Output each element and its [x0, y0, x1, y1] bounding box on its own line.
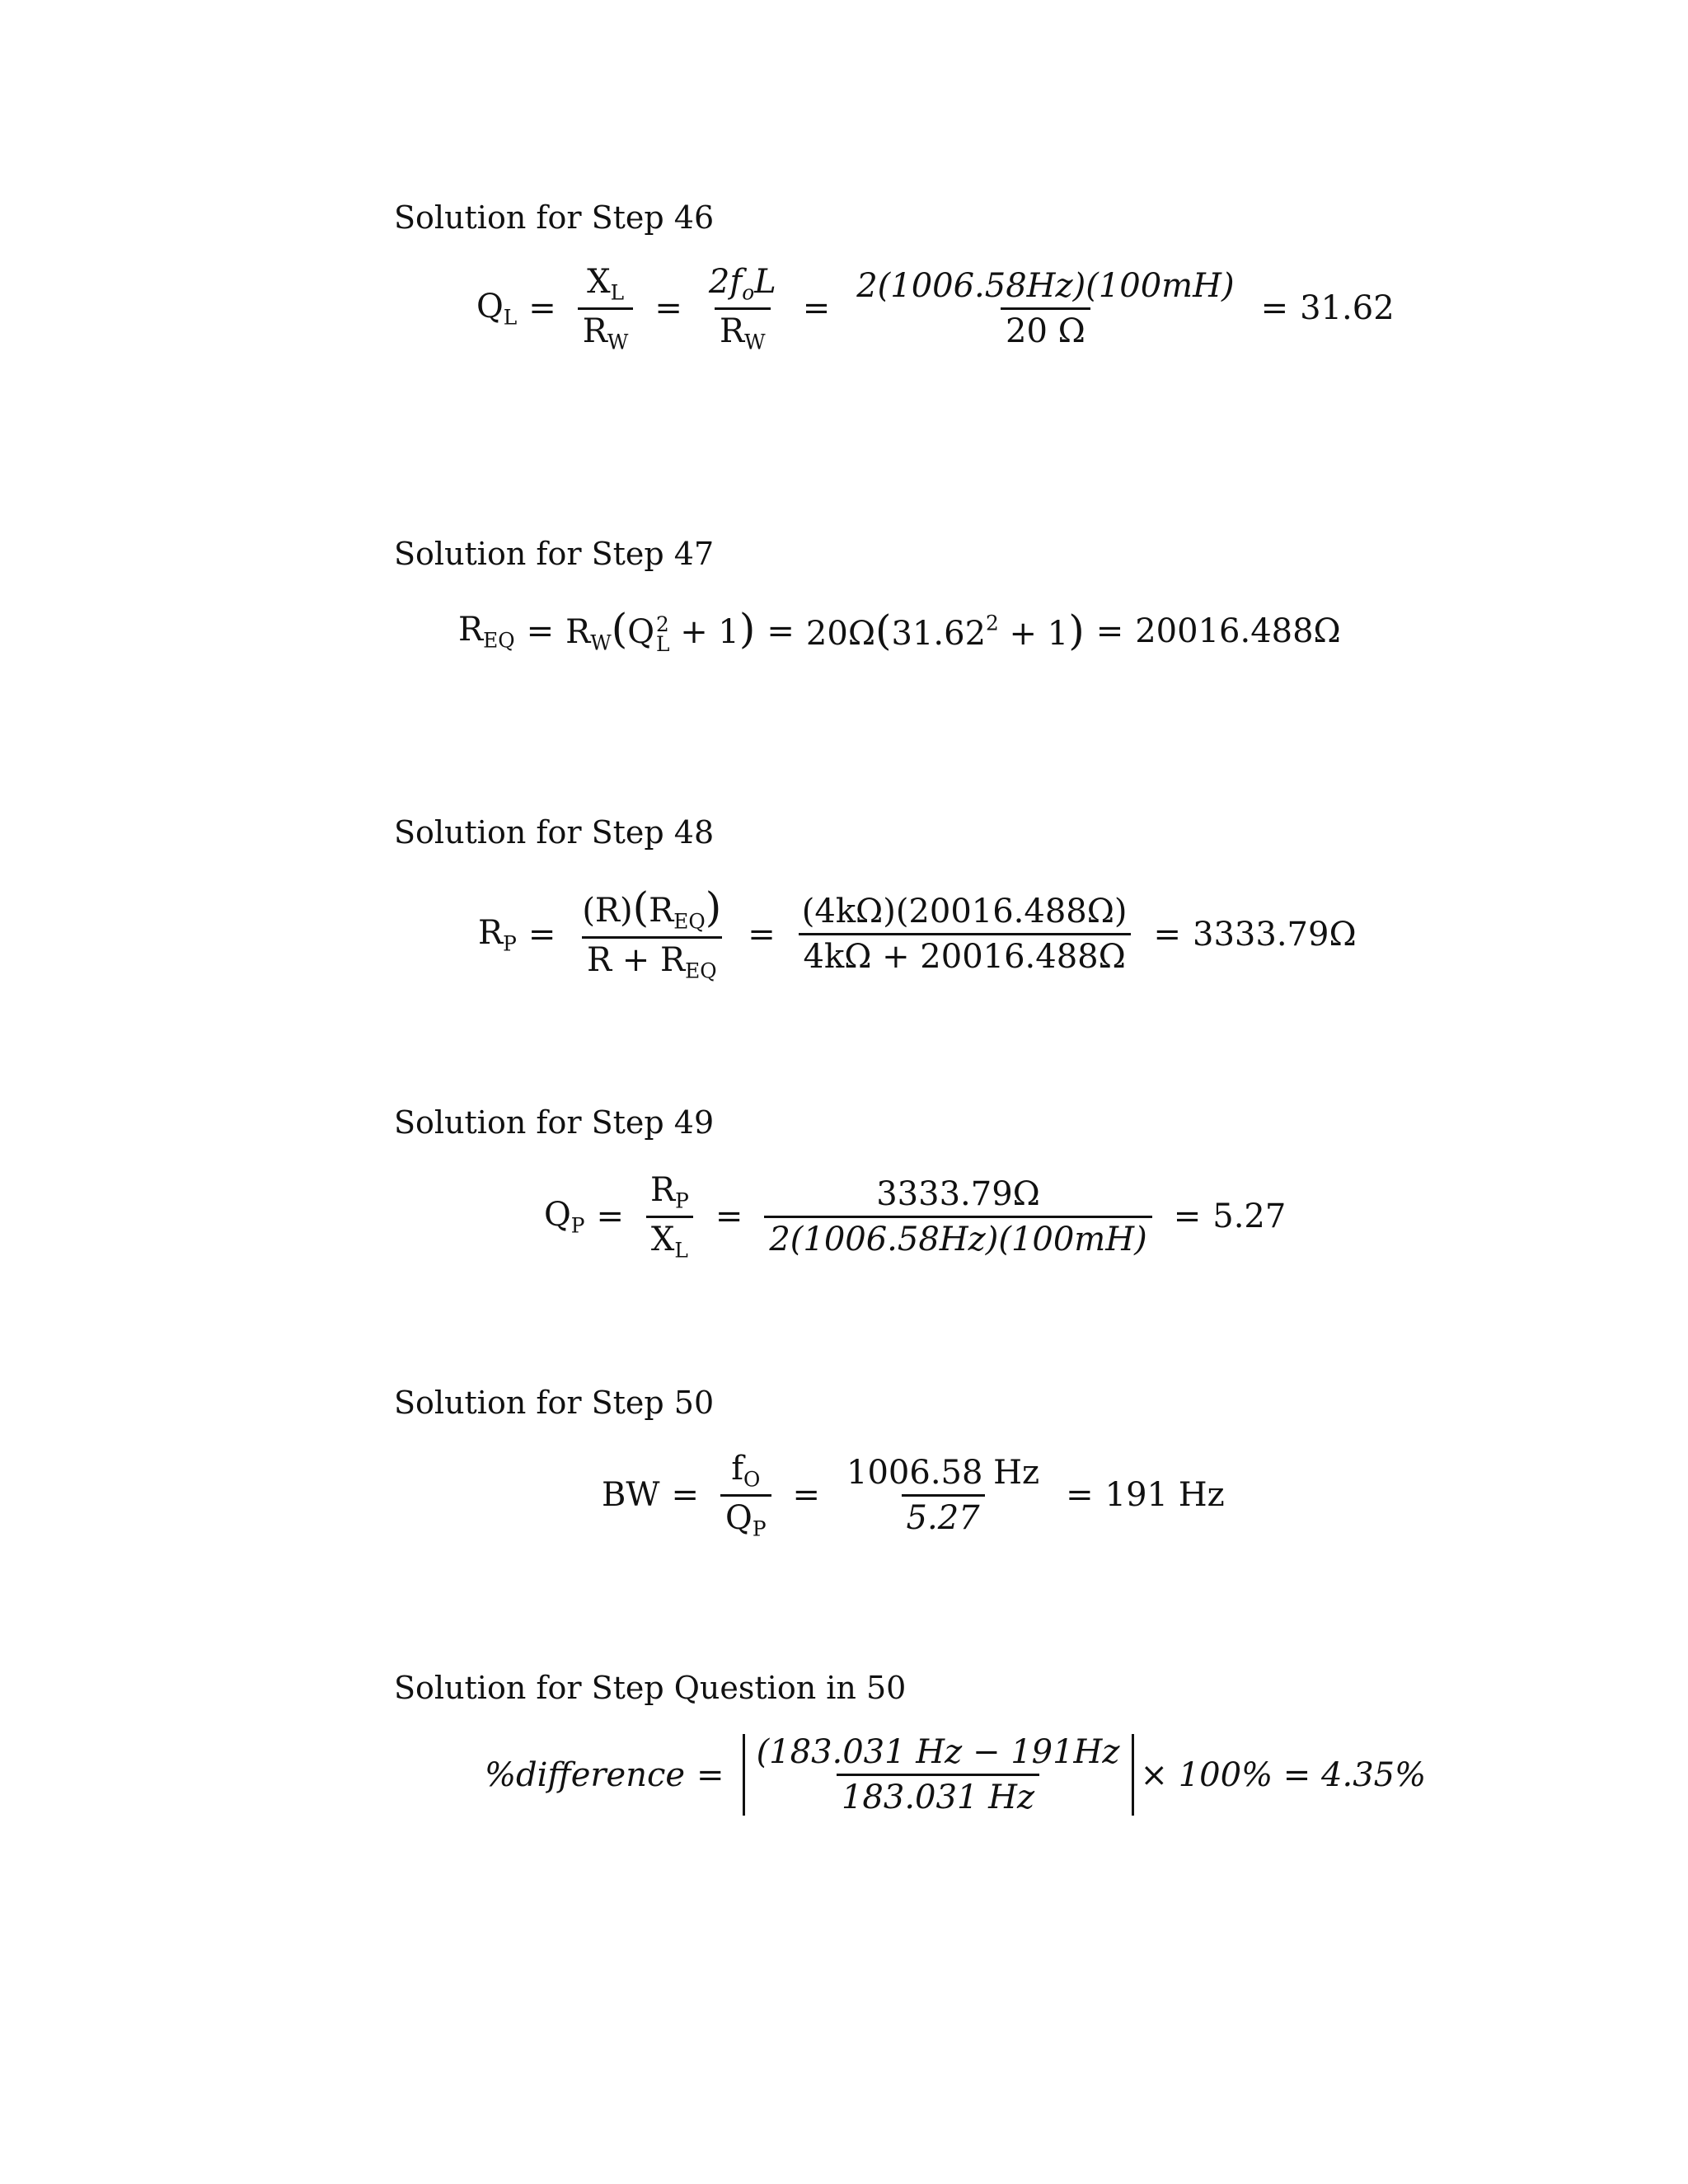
lhs: $Q_P$ [544, 1196, 585, 1238]
fraction-xl-rw: $\frac{X_L}{R_W}$ [578, 264, 634, 354]
result: 3333.79Ω [1193, 915, 1357, 954]
step-question-50-heading: Solution for Step Question in 50 [394, 1670, 907, 1706]
equation-step-47: $R_{EQ}$ = $R_W(Q$ 2 L + 1) = 20Ω(31.62$^2$ + 1) = 20016.488Ω [458, 605, 1341, 656]
step-49-heading: Solution for Step 49 [394, 1104, 715, 1141]
lhs: $Q_L$ [476, 288, 518, 330]
equation-step-49: $Q_P$ = $\frac{R_P}{X_L}$ = $\frac{3333.79\Omega}{2(1006.58Hz)(100mH)}$ = 5.27 [544, 1171, 1287, 1263]
step-46-heading: Solution for Step 46 [394, 199, 715, 236]
lhs: %difference [485, 1755, 686, 1794]
term-numeric: 20Ω(31.62$^2$ + 1) [805, 607, 1085, 655]
fraction-difference: $\frac{(183.031 Hz - 191Hz}{183.031 Hz}$ [756, 1733, 1120, 1816]
lhs: BW [602, 1476, 660, 1515]
fraction-numeric: $\frac{1006.58 Hz}{5.27}$ [846, 1453, 1040, 1537]
result: 191 Hz [1104, 1476, 1225, 1515]
equation-step-50: BW = $\frac{f_O}{Q_P}$ = $\frac{1006.58 Hz}{5.27}$ = 191 Hz [602, 1450, 1225, 1541]
step-48-heading: Solution for Step 48 [394, 814, 715, 851]
equation-step-48: $R_P$ = $\frac{(R)(R_{EQ})}{R + R_{EQ}}$ = $\frac{(4k\Omega)(20016.488\Omega)}{4k\Omega + 20016.488\Omega}$ = 3333.79Ω [478, 883, 1357, 983]
equation-percent-difference: %difference = $\frac{(183.031 Hz - 191Hz}{183.031 Hz}$ × 100% = 4.35% [485, 1733, 1427, 1816]
fraction-2fol-rw: $\frac{2f_oL}{R_W}$ [708, 263, 776, 354]
equation-step-46: $Q_L$ = $\frac{X_L}{R_W}$ = $\frac{2f_oL}{R_W}$ = $\frac{2(1006.58Hz)(100mH)}{20 \Omega}$ = 31.62 [476, 263, 1395, 354]
lhs: $R_{EQ}$ [458, 611, 515, 653]
term-rw-q: $R_W(Q$ 2 L + 1) [565, 605, 756, 656]
fraction-numeric: $\frac{3333.79\Omega}{2(1006.58Hz)(100mH)}$ [764, 1176, 1151, 1258]
fraction-rp-xl: $\frac{R_P}{X_L}$ [645, 1172, 694, 1262]
step-50-heading: Solution for Step 50 [394, 1385, 715, 1421]
fraction-r-req: $\frac{(R)(R_{EQ})}{R + R_{EQ}}$ [582, 883, 722, 983]
fraction-numeric: $\frac{(4k\Omega)(20016.488\Omega)}{4k\Omega + 20016.488\Omega}$ [797, 893, 1132, 975]
step-47-heading: Solution for Step 47 [394, 536, 715, 572]
result: 5.27 [1212, 1197, 1287, 1236]
absolute-value [743, 1734, 1134, 1816]
result: 31.62 [1300, 289, 1395, 328]
result: × 100% = 4.35% [1140, 1755, 1427, 1794]
lhs: $R_P$ [478, 913, 517, 956]
fraction-fo-qp: $\frac{f_O}{Q_P}$ [720, 1451, 771, 1540]
fraction-numeric: $\frac{2(1006.58Hz)(100mH)}{20 \Omega}$ [856, 266, 1235, 350]
result: 20016.488Ω [1135, 612, 1341, 651]
